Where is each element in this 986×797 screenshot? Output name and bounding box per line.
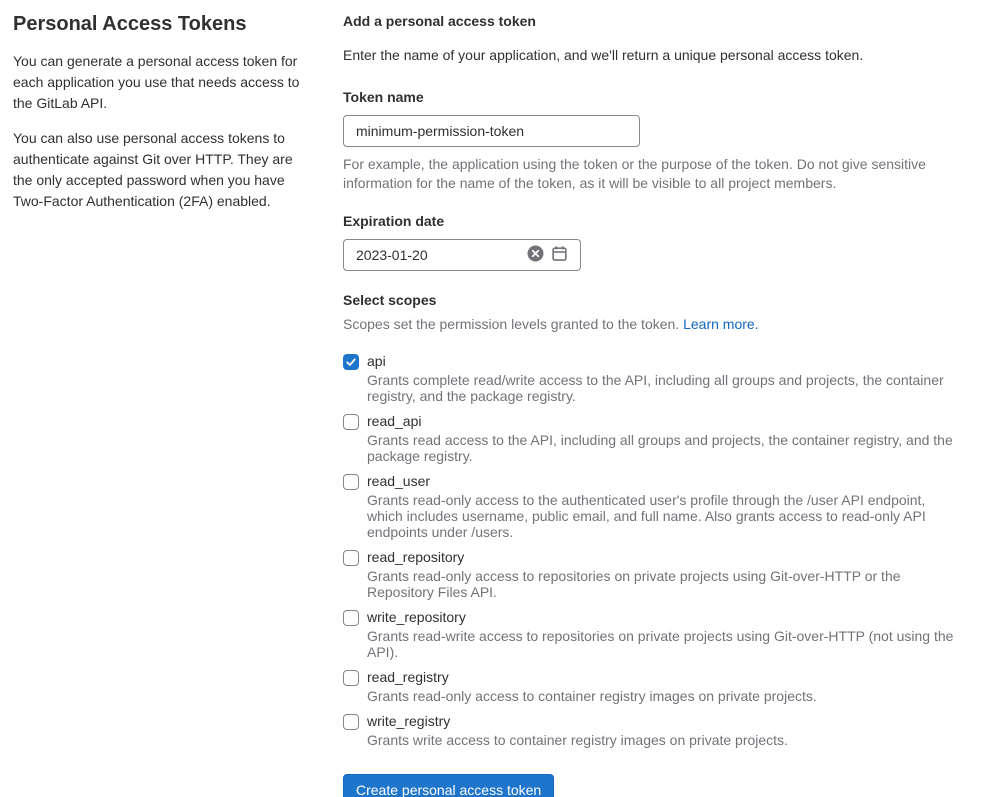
scope-item-write-repository xyxy=(343,608,962,660)
token-name-help-text: For example, the application using the token or the purpose of the token. Do not give sensitive information for the name of the token, as it will be visible to all project members. xyxy=(343,156,926,191)
scope-item-read-repository xyxy=(343,548,962,600)
section-description-paragraph-1: You can generate a personal access token for each application you use that needs access to the GitLab API. xyxy=(13,53,300,111)
scope-checkbox-read-registry[interactable] xyxy=(343,670,359,686)
expiration-date-label: Expiration date xyxy=(343,213,445,229)
expiration-date-input[interactable] xyxy=(343,239,581,271)
scope-description-read-user: Grants read-only access to the authenticated user's profile through the /user API endpoint, which includes username, public email, and full name. Also grants access to read-only API endpoints under /users. xyxy=(367,492,926,540)
token-name-label: Token name xyxy=(343,89,424,105)
scope-item-read-user xyxy=(343,472,962,540)
token-name-value: minimum-permission-token xyxy=(356,123,525,139)
form-heading: Add a personal access token xyxy=(343,13,536,29)
date-input-icons xyxy=(527,245,568,265)
scope-label-write-registry[interactable]: write_registry xyxy=(367,713,451,729)
scopes-list xyxy=(343,352,962,748)
form-actions xyxy=(343,774,962,797)
select-scopes-label: Select scopes xyxy=(343,292,437,308)
scope-label-read-user[interactable]: read_user xyxy=(367,473,431,489)
scope-checkbox-read-user[interactable] xyxy=(343,474,359,490)
calendar-icon xyxy=(551,245,568,265)
token-name-input[interactable] xyxy=(343,115,640,147)
clear-date-button[interactable] xyxy=(527,245,544,265)
scope-description-api: Grants complete read/write access to the API, including all groups and projects, the container registry, and the package registry. xyxy=(367,372,944,404)
create-token-button[interactable]: Create personal access token xyxy=(343,774,554,797)
scope-description-read-api: Grants read access to the API, including all groups and projects, the container registry, and the package registry. xyxy=(367,432,953,464)
form-intro-text: Enter the name of your application, and we'll return a unique personal access token. xyxy=(343,47,864,63)
scope-checkbox-write-registry[interactable] xyxy=(343,714,359,730)
clear-circle-x-icon xyxy=(527,245,544,265)
scope-item-write-registry xyxy=(343,712,962,748)
scope-checkbox-api[interactable] xyxy=(343,354,359,370)
scope-checkbox-read-repository[interactable] xyxy=(343,550,359,566)
expiration-date-value: 2023-01-20 xyxy=(356,247,428,263)
scope-checkbox-read-api[interactable] xyxy=(343,414,359,430)
scope-description-write-registry: Grants write access to container registry images on private projects. xyxy=(367,732,788,748)
scope-description-write-repository: Grants read-write access to repositories on private projects using Git-over-HTTP (not using the API). xyxy=(367,628,954,660)
section-description-paragraph-2: You can also use personal access tokens to authenticate against Git over HTTP. They are the only accepted password when you have Two-Factor Authentication (2FA) enabled. xyxy=(13,130,293,209)
settings-section-description xyxy=(13,10,313,797)
scope-description-read-registry: Grants read-only access to container registry images on private projects. xyxy=(367,688,817,704)
page-title: Personal Access Tokens xyxy=(13,13,247,35)
scope-checkbox-write-repository[interactable] xyxy=(343,610,359,626)
scopes-help-text xyxy=(343,314,962,334)
scope-label-read-registry[interactable]: read_registry xyxy=(367,669,449,685)
scope-item-api xyxy=(343,352,962,404)
scope-label-read-repository[interactable]: read_repository xyxy=(367,549,465,565)
scope-description-read-repository: Grants read-only access to repositories on private projects using Git-over-HTTP or the Repository Files API. xyxy=(367,568,901,600)
learn-more-link[interactable]: Learn more. xyxy=(683,316,759,332)
scope-label-read-api[interactable]: read_api xyxy=(367,413,422,429)
open-calendar-button[interactable] xyxy=(551,245,568,265)
scope-item-read-api xyxy=(343,412,962,464)
scope-label-api[interactable]: api xyxy=(367,353,386,369)
add-token-form xyxy=(343,10,962,797)
scopes-help-sentence: Scopes set the permission levels granted to the token. xyxy=(343,316,680,332)
scope-label-write-repository[interactable]: write_repository xyxy=(367,609,466,625)
scope-item-read-registry xyxy=(343,668,962,704)
